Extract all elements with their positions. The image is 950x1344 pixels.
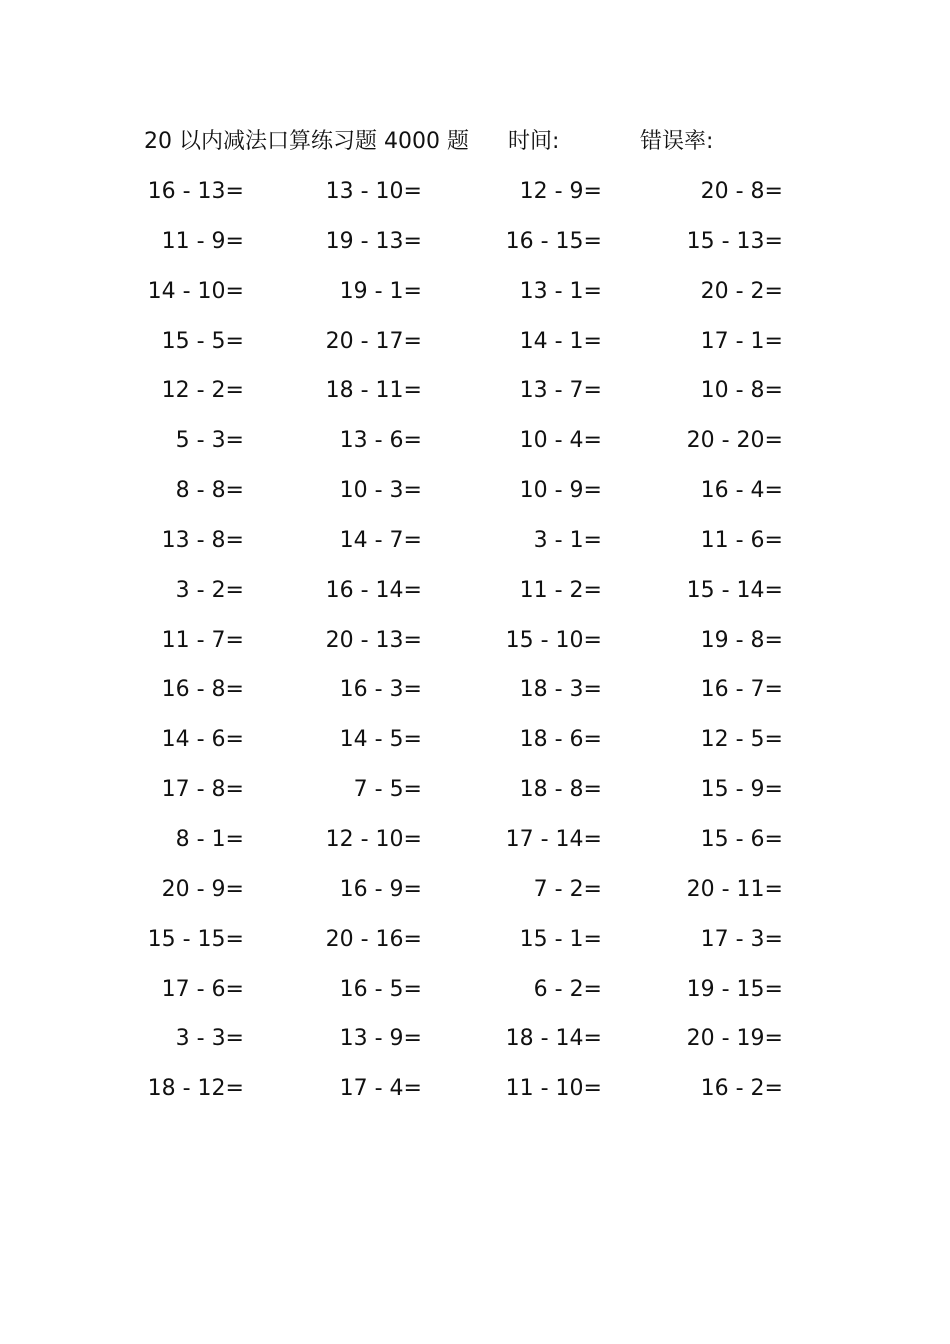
subtraction-problem: 16 - 2= — [700, 1076, 783, 1102]
subtraction-problem: 15 - 6= — [700, 826, 783, 852]
subtraction-problem: 16 - 9= — [339, 876, 422, 902]
subtraction-problem: 16 - 8= — [161, 677, 244, 703]
subtraction-problem: 3 - 3= — [175, 1026, 244, 1052]
subtraction-problem: 3 - 2= — [175, 577, 244, 603]
subtraction-problem: 12 - 2= — [161, 378, 244, 404]
subtraction-problem: 11 - 2= — [519, 577, 602, 603]
problem-row — [0, 970, 950, 1020]
subtraction-problem: 17 - 3= — [700, 926, 783, 952]
subtraction-problem: 19 - 13= — [325, 228, 422, 254]
subtraction-problem: 16 - 7= — [700, 677, 783, 703]
subtraction-problem: 11 - 6= — [700, 527, 783, 553]
subtraction-problem: 11 - 9= — [161, 228, 244, 254]
subtraction-problem: 14 - 7= — [339, 527, 422, 553]
problem-row — [0, 670, 950, 720]
problem-row — [0, 172, 950, 222]
subtraction-problem: 12 - 10= — [325, 826, 422, 852]
subtraction-problem: 8 - 8= — [175, 478, 244, 504]
problem-grid — [0, 172, 950, 1119]
subtraction-problem: 13 - 1= — [519, 278, 602, 304]
subtraction-problem: 14 - 5= — [339, 727, 422, 753]
subtraction-problem: 16 - 13= — [147, 179, 244, 204]
problem-row — [0, 870, 950, 920]
subtraction-problem: 20 - 11= — [686, 876, 783, 902]
problem-row — [0, 1019, 950, 1069]
subtraction-problem: 14 - 10= — [147, 278, 244, 304]
subtraction-problem: 18 - 6= — [519, 727, 602, 753]
subtraction-problem: 20 - 19= — [686, 1026, 783, 1052]
problem-row — [0, 820, 950, 870]
subtraction-problem: 20 - 2= — [700, 278, 783, 304]
subtraction-problem: 16 - 3= — [339, 677, 422, 703]
subtraction-problem: 13 - 8= — [161, 527, 244, 553]
problem-row — [0, 920, 950, 970]
subtraction-problem: 15 - 15= — [147, 926, 244, 952]
subtraction-problem: 8 - 1= — [175, 826, 244, 852]
subtraction-problem: 10 - 8= — [700, 378, 783, 404]
subtraction-problem: 10 - 4= — [519, 428, 602, 454]
subtraction-problem: 6 - 2= — [533, 976, 602, 1002]
subtraction-problem: 15 - 14= — [686, 577, 783, 603]
worksheet-header — [144, 124, 844, 160]
subtraction-problem: 14 - 6= — [161, 727, 244, 753]
subtraction-problem: 18 - 11= — [325, 378, 422, 404]
subtraction-problem: 3 - 1= — [533, 527, 602, 553]
problem-row — [0, 421, 950, 471]
subtraction-problem: 15 - 5= — [161, 328, 244, 354]
problem-row — [0, 571, 950, 621]
subtraction-problem: 10 - 9= — [519, 478, 602, 504]
subtraction-problem: 13 - 9= — [339, 1026, 422, 1052]
subtraction-problem: 13 - 7= — [519, 378, 602, 404]
subtraction-problem: 18 - 3= — [519, 677, 602, 703]
subtraction-problem: 16 - 14= — [325, 577, 422, 603]
subtraction-problem: 20 - 20= — [686, 428, 783, 454]
time-label: 时间: — [508, 129, 560, 154]
subtraction-problem: 17 - 1= — [700, 328, 783, 354]
subtraction-problem: 13 - 6= — [339, 428, 422, 454]
subtraction-problem: 5 - 3= — [175, 428, 244, 454]
error-rate-label: 错误率: — [640, 129, 714, 154]
subtraction-problem: 16 - 4= — [700, 478, 783, 504]
problem-row — [0, 521, 950, 571]
subtraction-problem: 12 - 5= — [700, 727, 783, 753]
problem-row — [0, 1069, 950, 1119]
subtraction-problem: 10 - 3= — [339, 478, 422, 504]
problem-row — [0, 471, 950, 521]
subtraction-problem: 17 - 14= — [505, 826, 602, 852]
subtraction-problem: 20 - 8= — [700, 179, 783, 204]
subtraction-problem: 20 - 16= — [325, 926, 422, 952]
problem-row — [0, 371, 950, 421]
subtraction-problem: 7 - 2= — [533, 876, 602, 902]
subtraction-problem: 19 - 1= — [339, 278, 422, 304]
subtraction-problem: 15 - 13= — [686, 228, 783, 254]
problem-row — [0, 770, 950, 820]
problem-row — [0, 720, 950, 770]
problem-row — [0, 621, 950, 671]
subtraction-problem: 11 - 7= — [161, 627, 244, 653]
subtraction-problem: 16 - 5= — [339, 976, 422, 1002]
subtraction-problem: 7 - 5= — [353, 777, 422, 803]
subtraction-problem: 17 - 8= — [161, 777, 244, 803]
problem-row — [0, 222, 950, 272]
worksheet-title: 20 以内减法口算练习题 4000 题 — [144, 129, 469, 154]
subtraction-problem: 19 - 8= — [700, 627, 783, 653]
subtraction-problem: 18 - 12= — [147, 1076, 244, 1102]
subtraction-problem: 20 - 17= — [325, 328, 422, 354]
problem-row — [0, 272, 950, 322]
subtraction-problem: 14 - 1= — [519, 328, 602, 354]
subtraction-problem: 19 - 15= — [686, 976, 783, 1002]
subtraction-problem: 12 - 9= — [519, 179, 602, 204]
subtraction-problem: 20 - 13= — [325, 627, 422, 653]
subtraction-problem: 16 - 15= — [505, 228, 602, 254]
subtraction-problem: 11 - 10= — [505, 1076, 602, 1102]
subtraction-problem: 15 - 10= — [505, 627, 602, 653]
subtraction-problem: 15 - 9= — [700, 777, 783, 803]
subtraction-problem: 17 - 6= — [161, 976, 244, 1002]
subtraction-problem: 18 - 14= — [505, 1026, 602, 1052]
subtraction-problem: 13 - 10= — [325, 179, 422, 204]
problem-row — [0, 322, 950, 372]
subtraction-problem: 17 - 4= — [339, 1076, 422, 1102]
subtraction-problem: 18 - 8= — [519, 777, 602, 803]
subtraction-problem: 20 - 9= — [161, 876, 244, 902]
subtraction-problem: 15 - 1= — [519, 926, 602, 952]
